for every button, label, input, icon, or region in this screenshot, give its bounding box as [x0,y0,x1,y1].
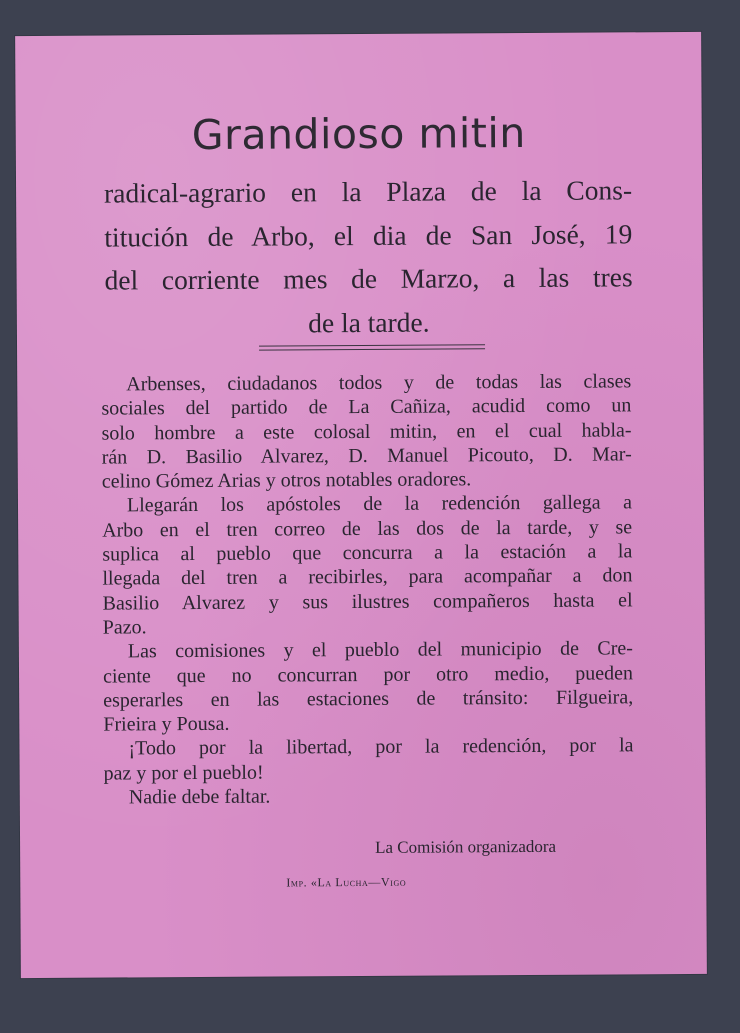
body-line: rán D. Basilio Alvarez, D. Manuel Picouto, D. Mar- [101,443,632,469]
signature: La Comisión organizadora [375,836,557,857]
subtitle-line: del corriente mes de Marzo, a las tres [104,261,633,296]
double-rule-divider [259,344,485,350]
body-line: Nadie debe faltar. [128,785,271,809]
subtitle-line: titución de Arbo, el dia de San José, 19 [104,217,633,253]
body-line: Llegarán los apóstoles de la redención gallega a [126,491,633,517]
body-line: ciente que no concurran por otro medio, pueden [102,661,634,688]
poster-sheet [15,32,707,978]
body-line: solo hombre a este colosal mitin, en el cual habla- [101,418,632,445]
poster-body [101,369,634,810]
body-line: Pazo. [102,616,147,639]
subtitle-line: de la tarde. [308,306,430,339]
printer-imprint: Imp. «La Lucha—Vigo [286,874,407,890]
body-line: celino Gómez Arias y otros notables oradores. [101,468,472,493]
body-line: suplica al pueblo que concurra a la estación a la [102,540,633,566]
subtitle-line: radical-agrario en la Plaza de la Cons- [103,174,633,209]
body-line: Basilio Alvarez y sus ilustres compañeros hasta el [102,589,633,615]
body-line: llegada del tren a recibirles, para acompañar a don [102,564,633,590]
body-line: paz y por el pueblo! [103,761,264,785]
body-line: ¡Todo por la libertad, por la redención, por la [128,734,634,760]
body-line: Frieira y Pousa. [103,712,230,736]
body-line: Las comisiones y el pueblo del municipio de Cre- [127,637,633,663]
body-line: Arbo en el tren correo de las dos de la tarde, y se [102,516,633,542]
poster-subtitle [104,168,633,346]
body-line: sociales del partido de La Cañiza, acudid como un [101,394,632,420]
body-line: Arbenses, ciudadanos todos y de todas las clases [126,370,632,396]
poster-title: Grandioso mitin [191,108,526,160]
body-line: esperarles en las estaciones de tránsito: Filgueira, [103,686,634,712]
